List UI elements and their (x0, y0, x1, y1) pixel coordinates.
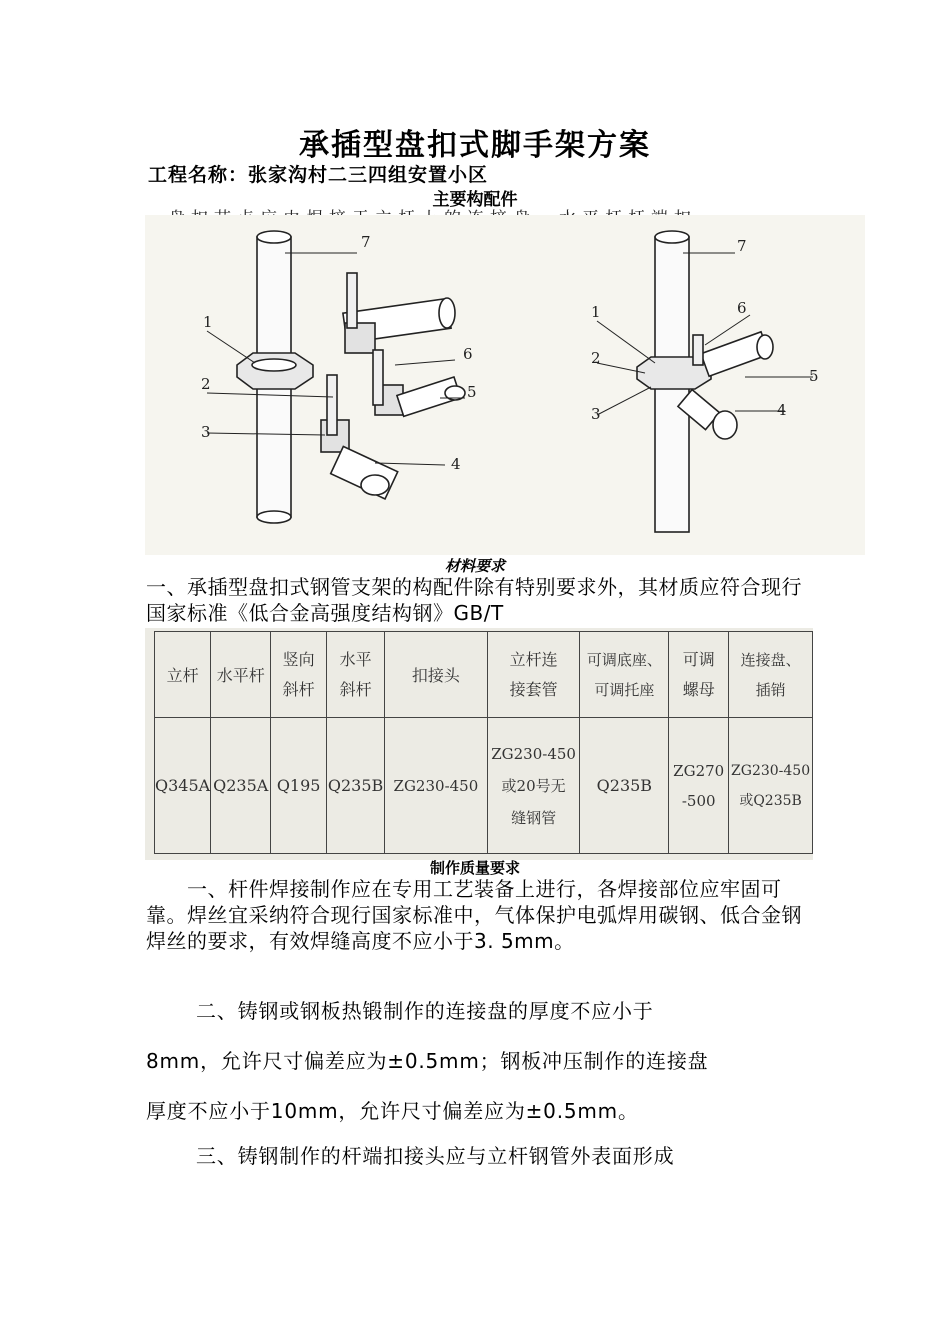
callout-left-4: 4 (451, 455, 461, 473)
header-cell: 连接盘、 插销 (729, 632, 813, 718)
material-table (154, 631, 813, 854)
header-cell: 立杆连 接套管 (487, 632, 580, 718)
callout-right-4: 4 (777, 401, 787, 419)
table-header-row (155, 632, 813, 718)
table-cell: ZG230-450 (385, 718, 488, 854)
header-cell: 水平杆 (211, 632, 271, 718)
right-leader-lines (597, 253, 813, 415)
component-figure (145, 215, 865, 555)
table-cell: ZG230-450 或20号无 缝钢管 (487, 718, 580, 854)
table-cell: ZG230-450 或Q235B (729, 718, 813, 854)
page-title: 承插型盘扣式脚手架方案 (299, 128, 651, 163)
callout-right-7: 7 (737, 237, 747, 255)
callout-left-3: 3 (201, 423, 211, 441)
table-cell: Q235B (327, 718, 385, 854)
table-cell: Q345A (155, 718, 211, 854)
quality-paragraph-3: 三、铸钢制作的杆端扣接头应与立杆钢管外表面形成 (196, 1144, 675, 1168)
header-cell: 可调 螺母 (669, 632, 729, 718)
right-callouts (591, 237, 819, 423)
callout-right-2: 2 (591, 349, 601, 367)
header-cell: 扣接头 (385, 632, 488, 718)
section-heading-material: 材料要求 (444, 557, 505, 575)
quality-paragraph-1: 一、杆件焊接制作应在专用工艺装备上进行，各焊接部位应牢固可靠。焊丝宜采纳符合现行国家标准中，气体保护电弧焊用碳钢、低合金钢焊丝的要求，有效焊缝高度不应小于3. 5mm。 (146, 877, 802, 953)
header-cell: 立杆 (155, 632, 211, 718)
material-paragraph: 一、承插型盘扣式钢管支架的构配件除有特别要求外，其材质应符合现行国家标准《低合金高强度结构钢》GB/T (146, 575, 802, 625)
table-row (155, 718, 813, 854)
header-cell: 可调底座、 可调托座 (580, 632, 669, 718)
callout-right-3: 3 (591, 405, 601, 423)
section-heading-components: 主要构配件 (432, 190, 518, 210)
callout-left-2: 2 (201, 375, 211, 393)
project-name: 工程名称：张家沟村二三四组安置小区 (148, 164, 489, 186)
callout-left-5: 5 (467, 383, 477, 401)
left-assembly (237, 231, 465, 523)
table-cell: Q235A (211, 718, 271, 854)
callout-right-5: 5 (809, 367, 819, 385)
section-heading-quality: 制作质量要求 (429, 859, 520, 877)
material-table-image (145, 628, 813, 860)
quality-paragraph-2-line-1: 二、铸钢或钢板热锻制作的连接盘的厚度不应小于 (196, 999, 654, 1023)
table-cell: Q195 (271, 718, 327, 854)
callout-left-7: 7 (361, 233, 371, 251)
callout-left-6: 6 (463, 345, 473, 363)
right-assembly (637, 231, 773, 532)
figure-drawing (145, 215, 865, 555)
header-cell: 竖向 斜杆 (271, 632, 327, 718)
table-cell: Q235B (580, 718, 669, 854)
callout-right-1: 1 (591, 303, 601, 321)
quality-paragraph-2-line-3: 厚度不应小于10mm，允许尺寸偏差应为±0.5mm。 (146, 1099, 639, 1123)
callout-right-6: 6 (737, 299, 747, 317)
table-cell: ZG270 -500 (669, 718, 729, 854)
quality-paragraph-2-line-2: 8mm，允许尺寸偏差应为±0.5mm；钢板冲压制作的连接盘 (146, 1049, 709, 1073)
callout-left-1: 1 (203, 313, 213, 331)
header-cell: 水平 斜杆 (327, 632, 385, 718)
